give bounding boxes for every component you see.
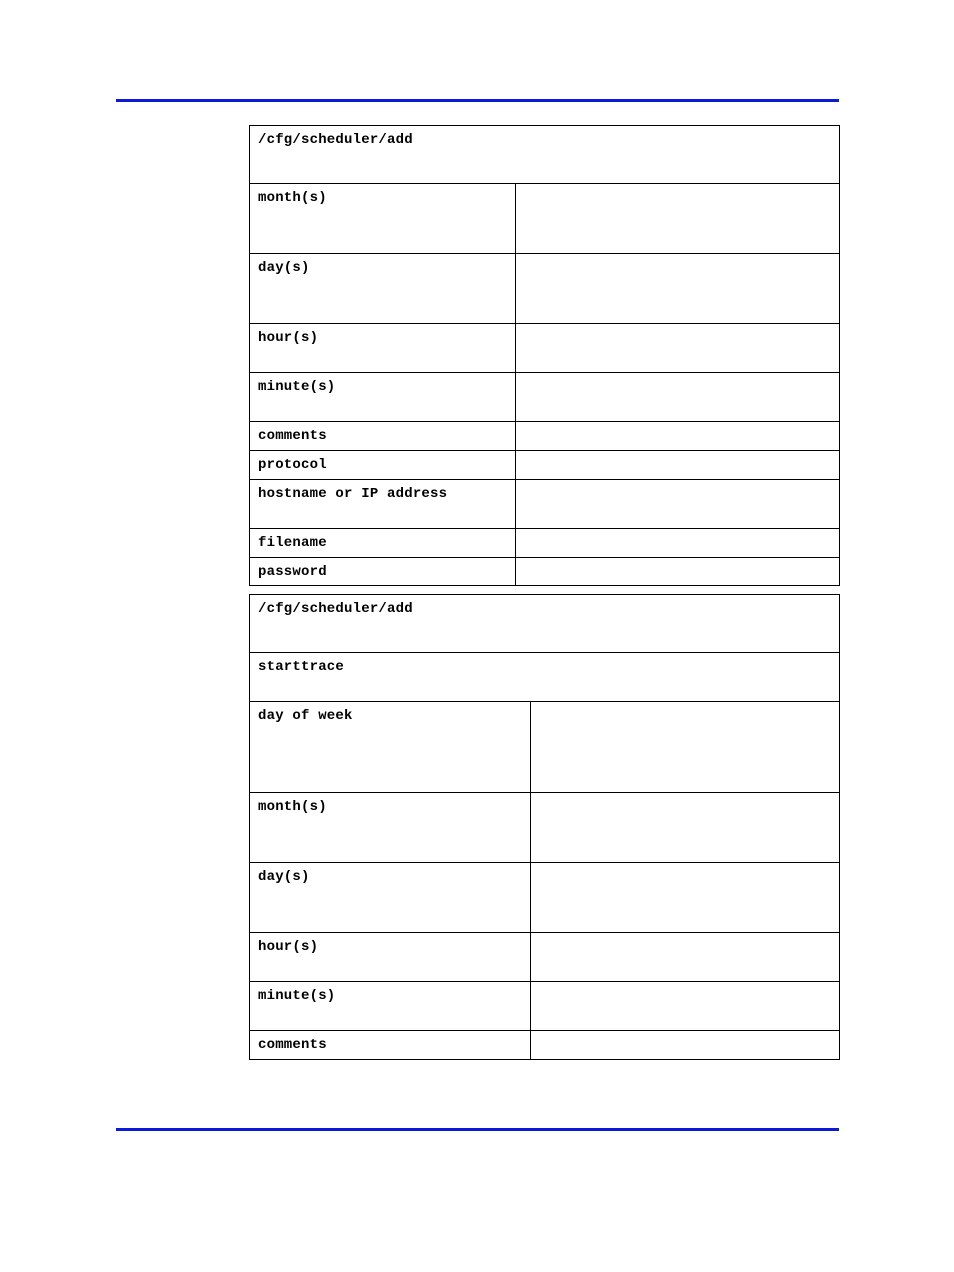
field-label-filename: filename [250, 529, 516, 558]
field-label-months: month(s) [250, 184, 516, 254]
field-label-password: password [250, 558, 516, 586]
field-label-comments: comments [250, 1031, 531, 1060]
field-value-hostname[interactable] [516, 480, 840, 529]
field-label-day-of-week: day of week [250, 702, 531, 793]
field-value-password[interactable] [516, 558, 840, 586]
field-label-comments: comments [250, 422, 516, 451]
field-value-day-of-week[interactable] [531, 702, 840, 793]
field-value-days[interactable] [516, 254, 840, 324]
field-value-comments[interactable] [516, 422, 840, 451]
field-value-days[interactable] [531, 863, 840, 933]
field-label-days: day(s) [250, 254, 516, 324]
scheduler-starttrace-form-table [249, 594, 840, 1060]
scheduler-add-form-table [249, 125, 840, 586]
field-value-months[interactable] [516, 184, 840, 254]
field-label-months: month(s) [250, 793, 531, 863]
field-label-hours: hour(s) [250, 324, 516, 373]
field-label-protocol: protocol [250, 451, 516, 480]
field-value-hours[interactable] [531, 933, 840, 982]
subcommand-header: starttrace [250, 653, 840, 702]
field-label-minutes: minute(s) [250, 373, 516, 422]
field-label-days: day(s) [250, 863, 531, 933]
command-header: /cfg/scheduler/add [250, 126, 840, 184]
field-label-minutes: minute(s) [250, 982, 531, 1031]
field-label-hostname: hostname or IP address [250, 480, 516, 529]
field-value-hours[interactable] [516, 324, 840, 373]
field-value-filename[interactable] [516, 529, 840, 558]
command-header: /cfg/scheduler/add [250, 595, 840, 653]
field-value-protocol[interactable] [516, 451, 840, 480]
field-label-hours: hour(s) [250, 933, 531, 982]
field-value-minutes[interactable] [516, 373, 840, 422]
field-value-minutes[interactable] [531, 982, 840, 1031]
header-rule [116, 99, 839, 102]
field-value-months[interactable] [531, 793, 840, 863]
footer-rule [116, 1128, 839, 1131]
field-value-comments[interactable] [531, 1031, 840, 1060]
